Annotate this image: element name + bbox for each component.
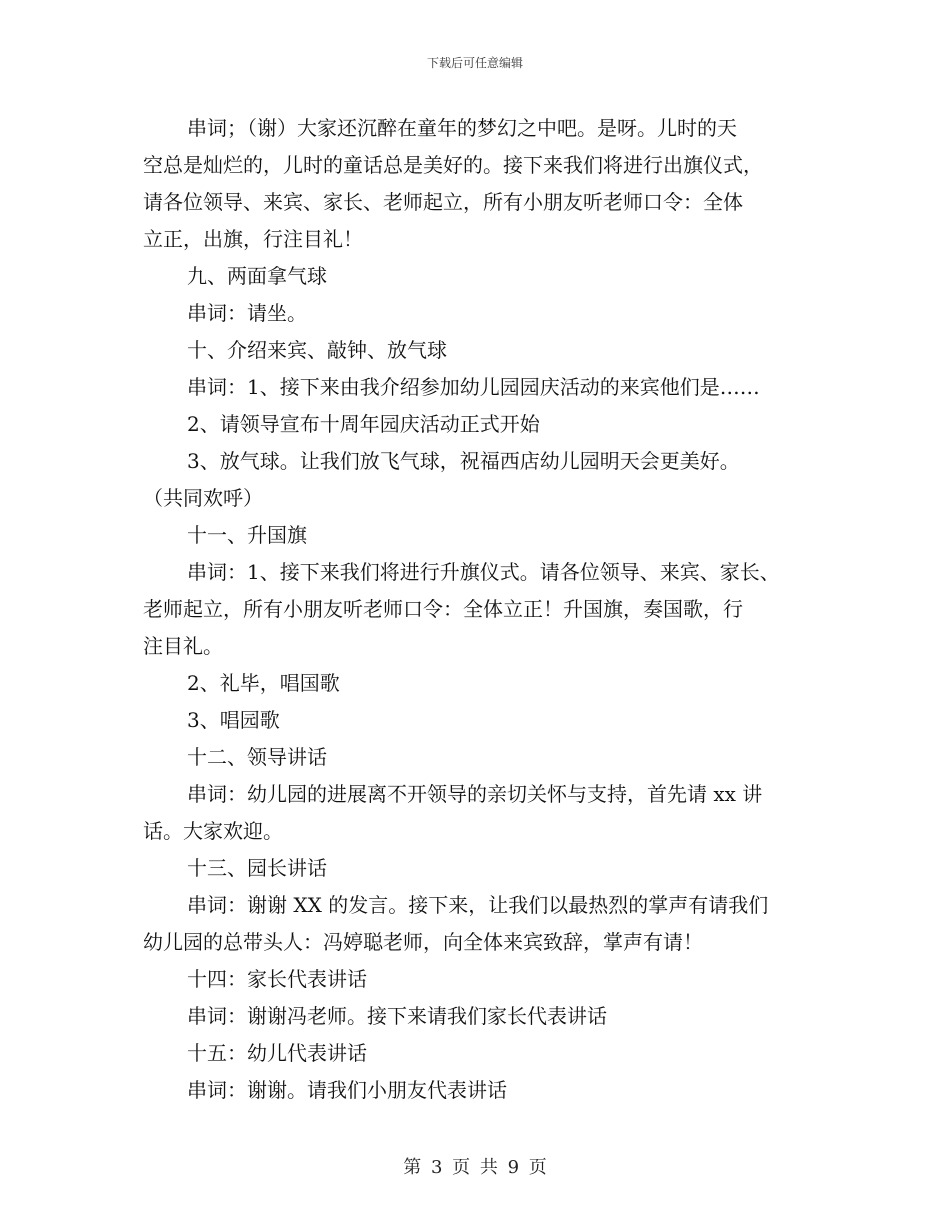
paragraph-text: （共同欢呼）: [143, 486, 263, 510]
paragraph-text: 3、唱园歌: [187, 708, 280, 732]
paragraph-line: [143, 295, 808, 331]
paragraph-line: [143, 739, 808, 775]
paragraph-line: [143, 887, 808, 923]
paragraph-line: [143, 517, 808, 553]
paragraph-line: [143, 369, 808, 405]
paragraph-text: 十五：幼儿代表讲话: [187, 1041, 367, 1065]
paragraph-text: 串词：谢谢。请我们小朋友代表讲话: [187, 1078, 507, 1102]
paragraph-line: [143, 332, 808, 368]
paragraph-line: [143, 924, 808, 960]
paragraph-line: [143, 628, 808, 664]
paragraph-line: [143, 961, 808, 997]
document-body: [143, 110, 808, 1109]
page-header: 下载后可任意编辑: [426, 56, 523, 70]
paragraph-text: 串词：1、接下来我们将进行升旗仪式。请各位领导、来宾、家长、: [187, 560, 780, 584]
paragraph-line: [143, 258, 808, 294]
paragraph-text: 立正，出旗，行注目礼！: [143, 227, 363, 251]
paragraph-line: [143, 1072, 808, 1108]
paragraph-line: [143, 776, 808, 812]
paragraph-text: 串词：幼儿园的进展离不开领导的亲切关怀与支持，首先请 xx 讲: [187, 782, 763, 806]
paragraph-line: [143, 184, 808, 220]
paragraph-text: 注目礼。: [143, 634, 223, 658]
paragraph-line: [143, 998, 808, 1034]
paragraph-text: 串词：1、接下来由我介绍参加幼儿园园庆活动的来宾他们是……: [187, 375, 760, 399]
paragraph-text: 幼儿园的总带头人：冯婷聪老师，向全体来宾致辞，掌声有请！: [143, 930, 703, 954]
paragraph-text: 十四：家长代表讲话: [187, 967, 367, 991]
paragraph-line: [143, 406, 808, 442]
paragraph-text: 2、礼毕，唱国歌: [187, 671, 340, 695]
paragraph-text: 请各位领导、来宾、家长、老师起立，所有小朋友听老师口令：全体: [143, 190, 743, 214]
paragraph-text: 3、放气球。让我们放飞气球，祝福西店幼儿园明天会更美好。: [187, 449, 740, 473]
paragraph-line: [143, 480, 808, 516]
paragraph-line: [143, 221, 808, 257]
paragraph-text: 空总是灿烂的，儿时的童话总是美好的。接下来我们将进行出旗仪式，: [143, 153, 763, 177]
paragraph-text: 十二、领导讲话: [187, 745, 327, 769]
paragraph-text: 2、请领导宣布十周年园庆活动正式开始: [187, 412, 540, 436]
paragraph-line: [143, 702, 808, 738]
paragraph-text: 老师起立，所有小朋友听老师口令：全体立正！升国旗，奏国歌，行: [143, 597, 743, 621]
paragraph-text: 九、两面拿气球: [187, 264, 327, 288]
paragraph-text: 话。大家欢迎。: [143, 819, 283, 843]
paragraph-line: [143, 1035, 808, 1071]
paragraph-line: [143, 110, 808, 146]
paragraph-text: 串词：请坐。: [187, 301, 307, 325]
paragraph-line: [143, 813, 808, 849]
page-footer: 第 3 页 共 9 页: [403, 1157, 547, 1178]
paragraph-text: 串词：谢谢冯老师。接下来请我们家长代表讲话: [187, 1004, 607, 1028]
paragraph-text: 串词：谢谢 XX 的发言。接下来，让我们以最热烈的掌声有请我们: [187, 893, 769, 917]
paragraph-text: 十一、升国旗: [187, 523, 307, 547]
paragraph-line: [143, 591, 808, 627]
paragraph-text: 串词；（谢）大家还沉醉在童年的梦幻之中吧。是呀。儿时的天: [187, 116, 737, 140]
paragraph-text: 十、介绍来宾、敲钟、放气球: [187, 338, 447, 362]
paragraph-line: [143, 147, 808, 183]
paragraph-line: [143, 665, 808, 701]
paragraph-text: 十三、园长讲话: [187, 856, 327, 880]
paragraph-line: [143, 554, 808, 590]
paragraph-line: [143, 443, 808, 479]
paragraph-line: [143, 850, 808, 886]
